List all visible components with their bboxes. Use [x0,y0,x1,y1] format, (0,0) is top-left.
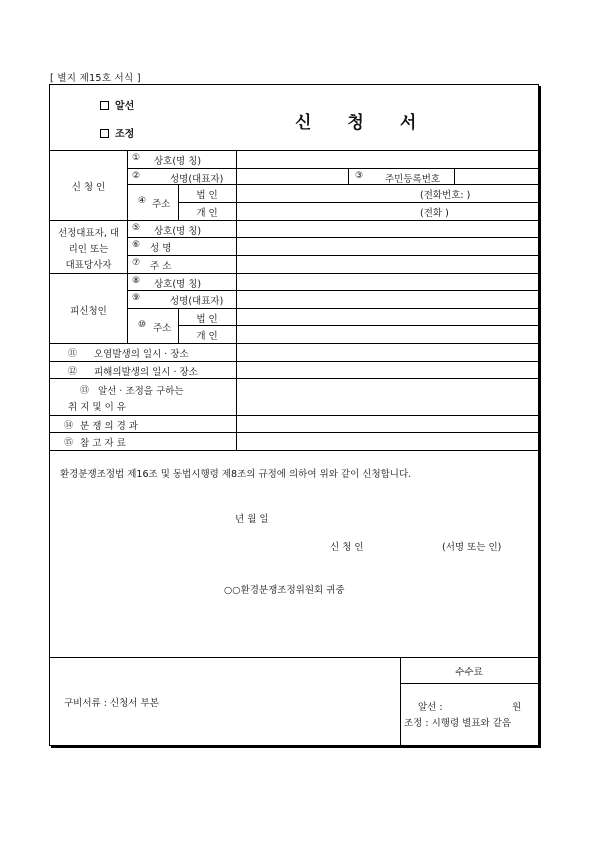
representative-address-label: 주 소 [150,261,172,272]
date-line: 년 월 일 [235,514,269,525]
checkbox-icon[interactable] [100,129,109,138]
representative-label-line1: 선정대표자, 대 [57,228,120,239]
applicant-address-label: 주소 [152,199,171,210]
respondent-name-label: 성명(대표자) [170,296,224,307]
option-mediation-label: 알선 [115,101,135,112]
applicant-id-label: 주민등록번호 [385,174,441,185]
item-number-9: ⑨ [132,293,141,303]
signature-note: (서명 또는 인) [442,542,502,553]
item-number-2: ② [132,171,141,181]
item-number-14: ⑭ [64,421,74,431]
application-statement: 환경분쟁조정법 제16조 및 동법시행령 제8조의 규정에 의하여 위와 같이 신청합니다. [60,469,412,480]
item-number-7: ⑦ [132,258,141,268]
fee-header: 수수료 [455,667,483,678]
required-documents: 구비서류 : 신청서 부본 [64,698,159,709]
representative-label-line2: 리인 또는 [68,244,109,255]
option-conciliation[interactable] [100,125,134,140]
item-number-1: ① [132,153,141,163]
reference-materials-label: 참 고 자 료 [80,438,126,449]
fee-mediation-label: 알선 : [418,702,443,713]
item-number-5: ⑤ [132,223,141,233]
fee-mediation-unit: 원 [512,702,522,713]
form-title: 신청서 [295,113,453,133]
application-form [49,84,539,746]
item-number-4: ④ [138,196,147,206]
item-number-12: ⑫ [68,367,78,377]
respondent-corporate-label: 법 인 [196,314,218,325]
option-mediation[interactable] [100,97,134,112]
applicant-company-label: 상호(명 칭) [154,156,202,167]
recipient-label: ○○환경분쟁조정위원회 귀중 [224,585,345,596]
dispute-progress-label: 분 쟁 의 경 과 [80,421,138,432]
respondent-address-label: 주소 [153,323,172,334]
applicant-section-label: 신 청 인 [71,182,106,193]
applicant-phone-individual: (전화 ) [420,208,449,219]
respondent-individual-label: 개 인 [196,331,218,342]
item-number-11: ⑪ [68,349,78,359]
option-conciliation-label: 조정 [115,129,135,140]
request-purpose-label-line2: 취 지 및 이 유 [68,402,126,413]
fee-conciliation-note: 조정 : 시행령 별표와 같음 [404,718,512,729]
checkbox-icon[interactable] [100,101,109,110]
item-number-13: ⑬ [80,386,90,396]
item-number-8: ⑧ [132,276,141,286]
representative-name-label: 성 명 [150,243,172,254]
respondent-section-label: 피신청인 [70,306,107,317]
applicant-phone-corporate: (전화번호: ) [420,190,471,201]
applicant-individual-label: 개 인 [196,208,218,219]
applicant-corporate-label: 법 인 [196,190,218,201]
request-purpose-label-line1: 알선 · 조정을 구하는 [98,386,184,397]
signer-label: 신 청 인 [330,542,364,553]
damage-occurrence-label: 피해의발생의 일시 · 장소 [94,367,198,378]
item-number-10: ⑩ [138,320,147,330]
item-number-6: ⑥ [132,240,141,250]
representative-company-label: 상호(명 칭) [154,226,202,237]
respondent-company-label: 상호(명 칭) [154,279,202,290]
item-number-15: ⑮ [64,438,74,448]
pollution-occurrence-label: 오염발생의 일시 · 장소 [94,349,189,360]
form-number-label: [ 별지 제15호 서식 ] [50,73,141,84]
item-number-3: ③ [355,171,364,181]
applicant-name-label: 성명(대표자) [170,174,224,185]
representative-label-line3: 대표당사자 [65,260,112,271]
